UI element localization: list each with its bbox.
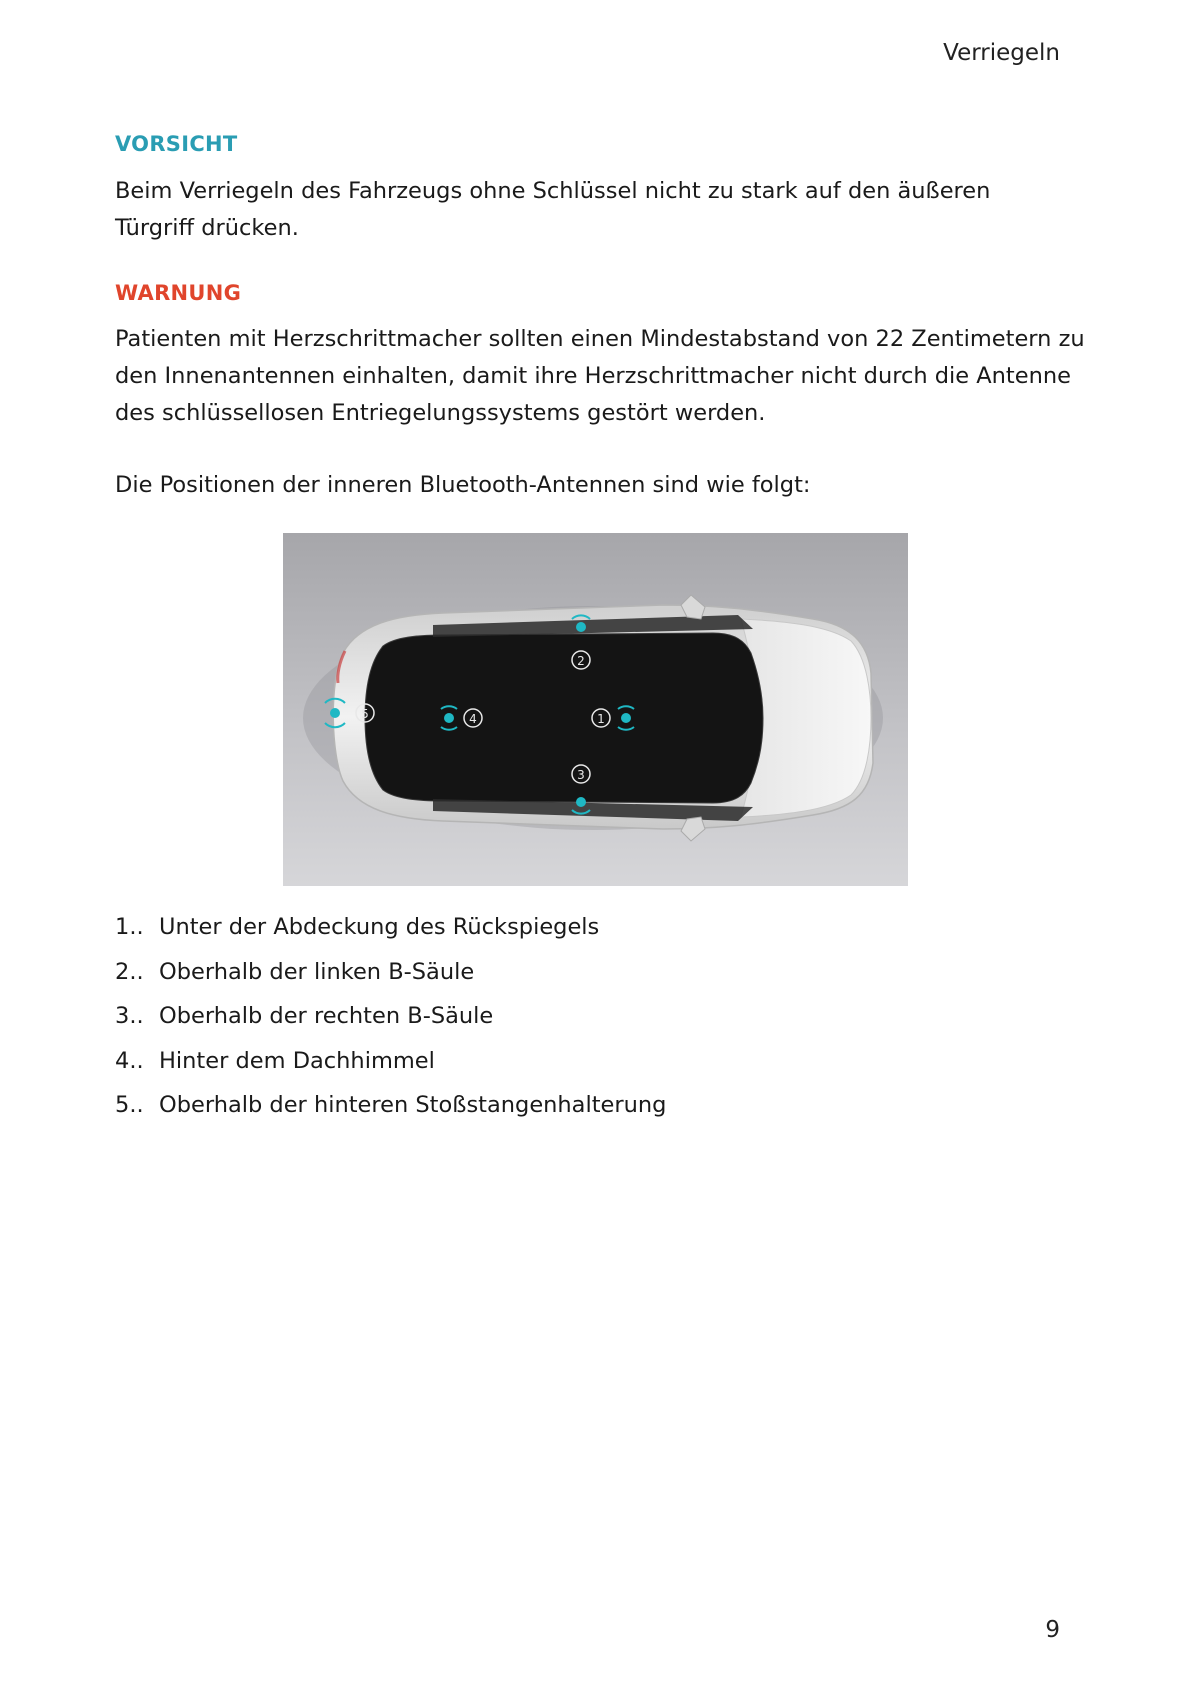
list-item-number: 4.. — [115, 1047, 144, 1074]
list-item-number: 5.. — [115, 1092, 144, 1118]
svg-text:3: 3 — [577, 768, 585, 782]
car-top-view-illustration — [283, 533, 908, 886]
svg-text:1: 1 — [597, 712, 605, 726]
list-item-number: 2.. — [115, 958, 144, 985]
running-header: Verriegeln — [943, 40, 1060, 66]
warning-text: Patienten mit Herzschrittmacher sollten einen Mindestabstand von 22 Zentimetern zu den Innenantennen einhalten, damit ihre Herzschrittmacher nicht durch die Antenne des schlüssellosen Entriegelungssystems gestört werden. — [115, 326, 1085, 426]
page-number: 9 — [1045, 1617, 1060, 1643]
list-item-text: Oberhalb der hinteren Stoßstangenhalterung — [159, 1092, 667, 1118]
svg-text:4: 4 — [469, 712, 477, 726]
list-item-text: Oberhalb der linken B-Säule — [159, 958, 475, 985]
svg-text:2: 2 — [577, 654, 585, 668]
caution-text: Beim Verriegeln des Fahrzeugs ohne Schlüssel nicht zu stark auf den äußeren Türgriff drücken. — [115, 178, 991, 241]
list-item-text: Unter der Abdeckung des Rückspiegels — [159, 914, 600, 940]
antenna-position-figure — [283, 533, 908, 886]
intro-text: Die Positionen der inneren Bluetooth-Antennen sind wie folgt: — [115, 472, 811, 498]
glass-roof — [365, 633, 763, 803]
svg-text:5: 5 — [361, 707, 369, 721]
caution-title: VORSICHT — [115, 132, 238, 156]
list-item-number: 1.. — [115, 914, 144, 940]
warning-title: WARNUNG — [115, 281, 242, 305]
list-item-text: Hinter dem Dachhimmel — [159, 1047, 435, 1074]
list-item-number: 3.. — [115, 1003, 144, 1029]
list-item-text: Oberhalb der rechten B-Säule — [159, 1003, 494, 1029]
